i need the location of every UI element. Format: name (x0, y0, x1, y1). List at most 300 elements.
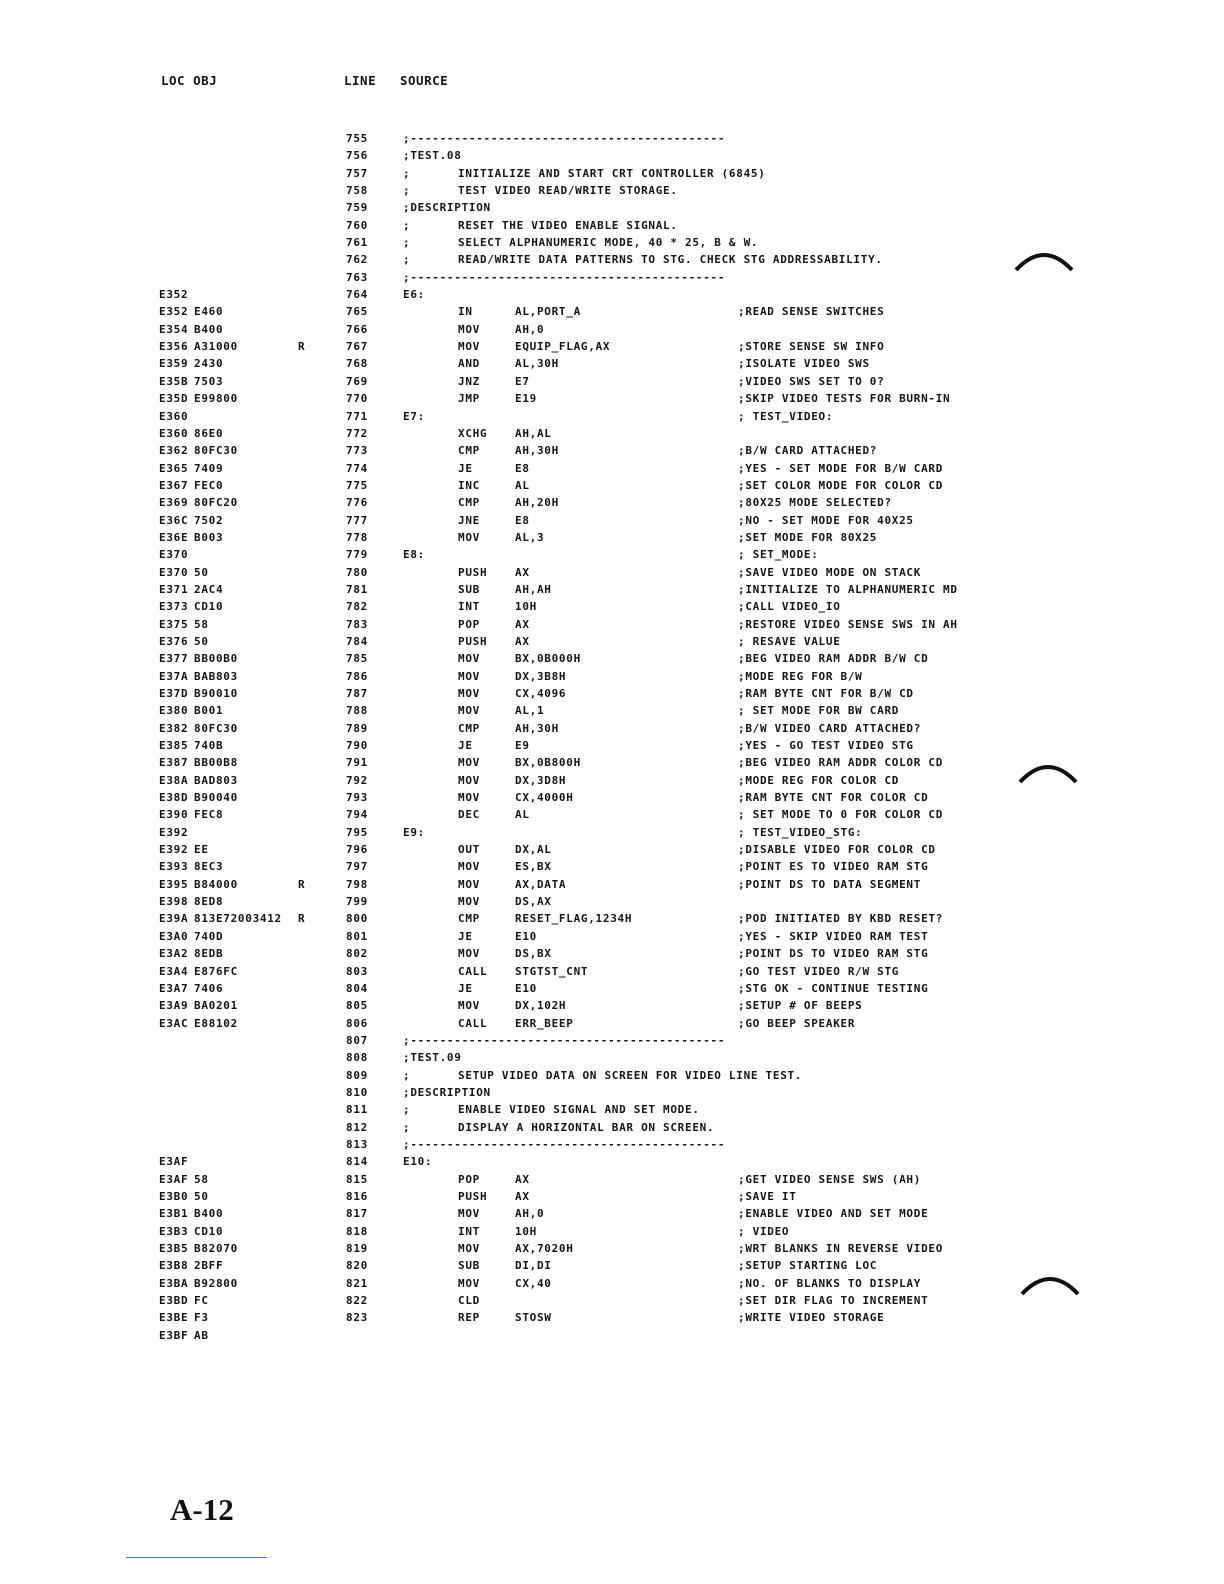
comment: ;RAM BYTE CNT FOR B/W CD (738, 687, 914, 700)
comment: ;NO. OF BLANKS TO DISPLAY (738, 1276, 922, 1290)
operands: AL (515, 808, 530, 822)
line-number: 807 (346, 1033, 368, 1047)
line-number: 762 (346, 253, 368, 267)
listing-row (0, 199, 1224, 216)
comment: ;GO TEST VIDEO R/W STG (738, 964, 900, 978)
operands: CX,4096 (515, 687, 567, 700)
listing-row (0, 338, 1224, 355)
obj-cell: B90040 (194, 791, 238, 805)
relocation-flag: R (298, 912, 306, 926)
opcode: XCHG (458, 426, 488, 440)
loc-cell: E359 (159, 357, 189, 371)
description-text: DISPLAY A HORIZONTAL BAR ON SCREEN. (458, 1120, 715, 1134)
loc-cell: E3B3 (159, 1224, 189, 1238)
obj-cell: FEC8 (194, 808, 224, 822)
loc-cell: E370 (159, 548, 189, 562)
loc-cell: E360 (159, 426, 189, 440)
obj-cell: 740D (194, 929, 224, 943)
description-text: SELECT ALPHANUMERIC MODE, 40 * 25, B & W. (458, 236, 759, 250)
description-text: SETUP VIDEO DATA ON SCREEN FOR VIDEO LINE TEST. (458, 1068, 803, 1082)
loc-cell: E373 (159, 600, 189, 614)
source-label: E10: (403, 1155, 433, 1169)
opcode: MOV (458, 791, 480, 805)
comment: ;MODE REG FOR B/W (738, 669, 863, 683)
opcode: JE (458, 929, 473, 943)
comment: ;BEG VIDEO RAM ADDR COLOR CD (738, 756, 944, 770)
listing-row (0, 373, 1224, 390)
loc-cell: E371 (159, 582, 189, 596)
opcode: INT (458, 1224, 480, 1238)
loc-cell: E387 (159, 756, 189, 770)
listing-row (0, 390, 1224, 407)
loc-cell: E3A7 (159, 981, 189, 995)
loc-cell: E362 (159, 444, 189, 458)
opcode: MOV (458, 322, 480, 336)
operands: AH,AH (515, 582, 552, 596)
operands: AX (515, 1189, 530, 1203)
opcode: IN (458, 305, 473, 319)
listing-row (0, 355, 1224, 372)
opcode: MOV (458, 877, 480, 891)
obj-cell: EE (194, 843, 209, 857)
opcode: CMP (458, 721, 480, 735)
loc-cell: E354 (159, 322, 189, 336)
listing-row (0, 442, 1224, 459)
listing-row (0, 1188, 1224, 1205)
line-number: 760 (346, 218, 368, 232)
opcode: JE (458, 739, 473, 753)
line-number: 795 (346, 825, 368, 839)
source-label: ; (403, 1120, 411, 1134)
line-number: 768 (346, 357, 368, 371)
obj-cell: 80FC30 (194, 444, 238, 458)
line-number: 801 (346, 929, 368, 943)
source-label: E6: (403, 288, 425, 302)
opcode: MOV (458, 652, 480, 666)
obj-cell: 2430 (194, 357, 224, 371)
operands: AH,0 (515, 322, 545, 336)
line-number: 814 (346, 1155, 368, 1169)
source-label: ; (403, 166, 411, 180)
opcode: CLD (458, 1294, 480, 1308)
line-number: 788 (346, 704, 368, 718)
loc-cell: E3A9 (159, 999, 189, 1013)
listing-row (0, 147, 1224, 164)
opcode: PUSH (458, 565, 488, 579)
operands: DX,AL (515, 843, 552, 857)
bottom-rule (126, 1557, 267, 1558)
operands: AX (515, 565, 530, 579)
listing-row (0, 824, 1224, 841)
line-number: 802 (346, 947, 368, 961)
line-number: 808 (346, 1051, 368, 1065)
comment: ;DISABLE VIDEO FOR COLOR CD (738, 843, 936, 857)
operands: AL,PORT_A (515, 305, 581, 319)
listing-row (0, 1171, 1224, 1188)
opcode: MOV (458, 704, 480, 718)
line-number: 819 (346, 1242, 368, 1255)
operands: EQUIP_FLAG,AX (515, 340, 611, 354)
opcode: MOV (458, 1207, 480, 1221)
loc-cell: E398 (159, 895, 189, 909)
listing-row (0, 581, 1224, 598)
obj-cell: 7503 (194, 374, 224, 388)
loc-cell: E3A0 (159, 929, 189, 943)
operands: E7 (515, 374, 530, 388)
listing-row (0, 425, 1224, 442)
listing-row (0, 1119, 1224, 1136)
comment: ;YES - SKIP VIDEO RAM TEST (738, 929, 929, 943)
loc-cell: E37A (159, 669, 189, 683)
loc-cell: E38D (159, 791, 189, 805)
operands: DI,DI (515, 1259, 552, 1273)
operands: AH,AL (515, 426, 552, 440)
listing-row (0, 876, 1224, 893)
listing-row (0, 1136, 1224, 1153)
line-number: 790 (346, 739, 368, 753)
listing-row (0, 858, 1224, 875)
obj-cell: 2BFF (194, 1259, 224, 1273)
listing-row (0, 633, 1224, 650)
operands: AH,30H (515, 721, 559, 735)
obj-cell: F3 (194, 1311, 209, 1325)
operands: ES,BX (515, 860, 552, 874)
comment: ;GET VIDEO SENSE SWS (AH) (738, 1172, 922, 1186)
comment: ;B/W CARD ATTACHED? (738, 444, 878, 458)
line-number: 809 (346, 1068, 368, 1082)
loc-cell: E395 (159, 877, 189, 891)
loc-cell: E352 (159, 288, 189, 302)
listing-row (0, 668, 1224, 685)
comment: ;ISOLATE VIDEO SWS (738, 357, 870, 371)
loc-cell: E352 (159, 305, 189, 319)
comment: ;WRT BLANKS IN REVERSE VIDEO (738, 1242, 944, 1255)
opcode: POP (458, 617, 480, 631)
comment: ;BEG VIDEO RAM ADDR B/W CD (738, 652, 929, 666)
comment: ; VIDEO (738, 1224, 790, 1238)
opcode: AND (458, 357, 480, 371)
obj-cell: B92800 (194, 1276, 238, 1290)
line-number: 770 (346, 392, 368, 406)
opcode: REP (458, 1311, 480, 1325)
obj-cell: B003 (194, 530, 224, 544)
operands: STOSW (515, 1311, 552, 1325)
obj-cell: B82070 (194, 1242, 238, 1255)
obj-cell: B400 (194, 322, 224, 336)
obj-cell: 2AC4 (194, 582, 224, 596)
comment: ;WRITE VIDEO STORAGE (738, 1311, 885, 1325)
source-label: E9: (403, 825, 425, 839)
opcode: CALL (458, 1016, 488, 1030)
loc-cell: E393 (159, 860, 189, 874)
loc-cell: E3AC (159, 1016, 189, 1030)
listing-row (0, 165, 1224, 182)
source-text: ;TEST.08 (403, 149, 462, 163)
line-number: 759 (346, 201, 368, 215)
comment: ;READ SENSE SWITCHES (738, 305, 885, 319)
loc-cell: E35B (159, 374, 189, 388)
description-text: READ/WRITE DATA PATTERNS TO STG. CHECK STG ADDRESSABILITY. (458, 253, 883, 267)
loc-cell: E385 (159, 739, 189, 753)
line-number: 806 (346, 1016, 368, 1030)
comment: ;POINT ES TO VIDEO RAM STG (738, 860, 929, 874)
comment: ;SAVE VIDEO MODE ON STACK (738, 565, 922, 579)
source-label: ; (403, 184, 411, 198)
listing-row (0, 616, 1224, 633)
opcode: PUSH (458, 1189, 488, 1203)
description-text: ENABLE VIDEO SIGNAL AND SET MODE. (458, 1103, 700, 1117)
loc-cell: E3BA (159, 1276, 189, 1290)
loc-cell: E36C (159, 513, 189, 527)
comment: ;RESTORE VIDEO SENSE SWS IN AH (738, 617, 958, 631)
line-number: 779 (346, 548, 368, 562)
obj-cell: 7406 (194, 981, 224, 995)
obj-cell: 740B (194, 739, 224, 753)
opcode: CMP (458, 912, 480, 926)
opcode: MOV (458, 773, 480, 787)
source-text: ;------------------------------------------- (403, 1033, 726, 1047)
operands: AX (515, 1172, 530, 1186)
listing-row (0, 1223, 1224, 1240)
operands: AL,30H (515, 357, 559, 371)
operands: E19 (515, 392, 537, 406)
line-number: 797 (346, 860, 368, 874)
listing-row (0, 1205, 1224, 1222)
line-number: 823 (346, 1311, 368, 1325)
line-number: 804 (346, 981, 368, 995)
obj-cell: 58 (194, 1172, 209, 1186)
loc-cell: E3BF (159, 1328, 189, 1342)
line-number: 803 (346, 964, 368, 978)
obj-cell: FEC0 (194, 478, 224, 492)
operands: RESET_FLAG,1234H (515, 912, 633, 926)
operands: BX,0B000H (515, 652, 581, 666)
line-number: 780 (346, 565, 368, 579)
loc-cell: E390 (159, 808, 189, 822)
listing-row (0, 477, 1224, 494)
listing-row (0, 841, 1224, 858)
listing-row (0, 564, 1224, 581)
source-header: SOURCE (400, 73, 449, 88)
opcode: MOV (458, 1276, 480, 1290)
description-text: TEST VIDEO READ/WRITE STORAGE. (458, 184, 678, 198)
obj-cell: CD10 (194, 600, 224, 614)
loc-cell: E3A4 (159, 964, 189, 978)
operands: 10H (515, 600, 537, 614)
obj-cell: B84000 (194, 877, 238, 891)
line-number: 789 (346, 721, 368, 735)
obj-cell: 8EC3 (194, 860, 224, 874)
comment: ;SETUP # OF BEEPS (738, 999, 863, 1013)
listing-row (0, 1327, 1224, 1344)
comment: ;SETUP STARTING LOC (738, 1259, 878, 1273)
source-label: ; (403, 236, 411, 250)
operands: DX,102H (515, 999, 567, 1013)
comment: ; TEST_VIDEO: (738, 409, 834, 423)
opcode: JNE (458, 513, 480, 527)
comment: ;B/W VIDEO CARD ATTACHED? (738, 721, 922, 735)
listing-row (0, 720, 1224, 737)
listing-row (0, 685, 1224, 702)
listing-row (0, 512, 1224, 529)
binder-hole-mark-middle (1018, 760, 1078, 784)
line-number: 758 (346, 184, 368, 198)
listing-row (0, 1015, 1224, 1032)
obj-cell: 58 (194, 617, 209, 631)
line-number: 799 (346, 895, 368, 909)
operands: DS,BX (515, 947, 552, 961)
listing-row (0, 980, 1224, 997)
line-number: 785 (346, 652, 368, 666)
line-number: 756 (346, 149, 368, 163)
operands: AL,1 (515, 704, 545, 718)
obj-cell: 7409 (194, 461, 224, 475)
opcode: JMP (458, 392, 480, 406)
source-text: ;------------------------------------------- (403, 1137, 726, 1151)
loc-cell: E3BE (159, 1311, 189, 1325)
obj-cell: AB (194, 1328, 209, 1342)
listing-row (0, 217, 1224, 234)
obj-cell: E460 (194, 305, 224, 319)
line-number: 787 (346, 687, 368, 700)
loc-cell: E3AF (159, 1155, 189, 1169)
listing-row (0, 1032, 1224, 1049)
line-number: 812 (346, 1120, 368, 1134)
loc-cell: E392 (159, 843, 189, 857)
relocation-flag: R (298, 877, 306, 891)
opcode: MOV (458, 530, 480, 544)
loc-cell: E3AF (159, 1172, 189, 1186)
obj-cell: 8ED8 (194, 895, 224, 909)
opcode: MOV (458, 860, 480, 874)
opcode: MOV (458, 756, 480, 770)
comment: ; SET MODE TO 0 FOR COLOR CD (738, 808, 944, 822)
operands: E10 (515, 981, 537, 995)
opcode: JE (458, 981, 473, 995)
operands: AH,30H (515, 444, 559, 458)
line-number: 763 (346, 270, 368, 284)
listing-row (0, 997, 1224, 1014)
line-number: 769 (346, 374, 368, 388)
source-label: ; (403, 1103, 411, 1117)
source-label: ; (403, 218, 411, 232)
obj-cell: 8EDB (194, 947, 224, 961)
obj-cell: 813E72003412 (194, 912, 282, 926)
loc-cell: E3B5 (159, 1242, 189, 1255)
listing-row (0, 963, 1224, 980)
operands: DX,3D8H (515, 773, 567, 787)
operands: E8 (515, 461, 530, 475)
binder-hole-mark-top (1014, 248, 1074, 272)
opcode: JE (458, 461, 473, 475)
loc-cell: E369 (159, 496, 189, 510)
operands: STGTST_CNT (515, 964, 589, 978)
comment: ;SAVE IT (738, 1189, 797, 1203)
comment: ;INITIALIZE TO ALPHANUMERIC MD (738, 582, 958, 596)
loc-cell: E375 (159, 617, 189, 631)
comment: ;SET MODE FOR 80X25 (738, 530, 878, 544)
obj-cell: BAD803 (194, 773, 238, 787)
loc-cell: E376 (159, 634, 189, 648)
comment: ;ENABLE VIDEO AND SET MODE (738, 1207, 929, 1221)
comment: ; RESAVE VALUE (738, 634, 841, 648)
obj-cell: BA0201 (194, 999, 238, 1013)
source-label: ; (403, 1068, 411, 1082)
comment: ;NO - SET MODE FOR 40X25 (738, 513, 914, 527)
opcode: CMP (458, 496, 480, 510)
listing-row (0, 1240, 1224, 1257)
obj-cell: E876FC (194, 964, 238, 978)
loc-cell: E3B1 (159, 1207, 189, 1221)
line-number: 761 (346, 236, 368, 250)
comment: ;GO BEEP SPEAKER (738, 1016, 856, 1030)
line-number: 791 (346, 756, 368, 770)
line-number: 821 (346, 1276, 368, 1290)
line-number: 792 (346, 773, 368, 787)
line-header: LINE (344, 73, 377, 88)
operands: CX,40 (515, 1276, 552, 1290)
obj-cell: 50 (194, 1189, 209, 1203)
opcode: JNZ (458, 374, 480, 388)
opcode: SUB (458, 582, 480, 596)
listing-row (0, 945, 1224, 962)
opcode: CALL (458, 964, 488, 978)
opcode: INC (458, 478, 480, 492)
operands: AL (515, 478, 530, 492)
opcode: DEC (458, 808, 480, 822)
opcode: MOV (458, 1242, 480, 1255)
comment: ;POINT DS TO VIDEO RAM STG (738, 947, 929, 961)
operands: AX (515, 617, 530, 631)
line-number: 776 (346, 496, 368, 510)
comment: ;VIDEO SWS SET TO 0? (738, 374, 885, 388)
opcode: MOV (458, 687, 480, 700)
listing-row (0, 650, 1224, 667)
line-number: 783 (346, 617, 368, 631)
operands: AX (515, 634, 530, 648)
obj-cell: FC (194, 1294, 209, 1308)
operands: AH,0 (515, 1207, 545, 1221)
comment: ;STORE SENSE SW INFO (738, 340, 885, 354)
loc-cell: E38A (159, 773, 189, 787)
obj-cell: 50 (194, 634, 209, 648)
line-number: 773 (346, 444, 368, 458)
obj-cell: BB00B8 (194, 756, 238, 770)
line-number: 810 (346, 1085, 368, 1099)
loc-cell: E36E (159, 530, 189, 544)
obj-cell: 80FC20 (194, 496, 238, 510)
obj-cell: 86E0 (194, 426, 224, 440)
listing-row (0, 789, 1224, 806)
line-number: 781 (346, 582, 368, 596)
line-number: 820 (346, 1259, 368, 1273)
operands: BX,0B800H (515, 756, 581, 770)
column-header (0, 73, 1224, 89)
source-text: ;------------------------------------------- (403, 132, 726, 145)
line-number: 800 (346, 912, 368, 926)
line-number: 817 (346, 1207, 368, 1221)
comment: ;MODE REG FOR COLOR CD (738, 773, 900, 787)
comment: ;STG OK - CONTINUE TESTING (738, 981, 929, 995)
line-number: 764 (346, 288, 368, 302)
loc-cell: E377 (159, 652, 189, 666)
obj-cell: 80FC30 (194, 721, 238, 735)
obj-cell: CD10 (194, 1224, 224, 1238)
obj-cell: B90010 (194, 687, 238, 700)
comment: ; SET MODE FOR BW CARD (738, 704, 900, 718)
comment: ;YES - SET MODE FOR B/W CARD (738, 461, 944, 475)
listing-row (0, 546, 1224, 563)
